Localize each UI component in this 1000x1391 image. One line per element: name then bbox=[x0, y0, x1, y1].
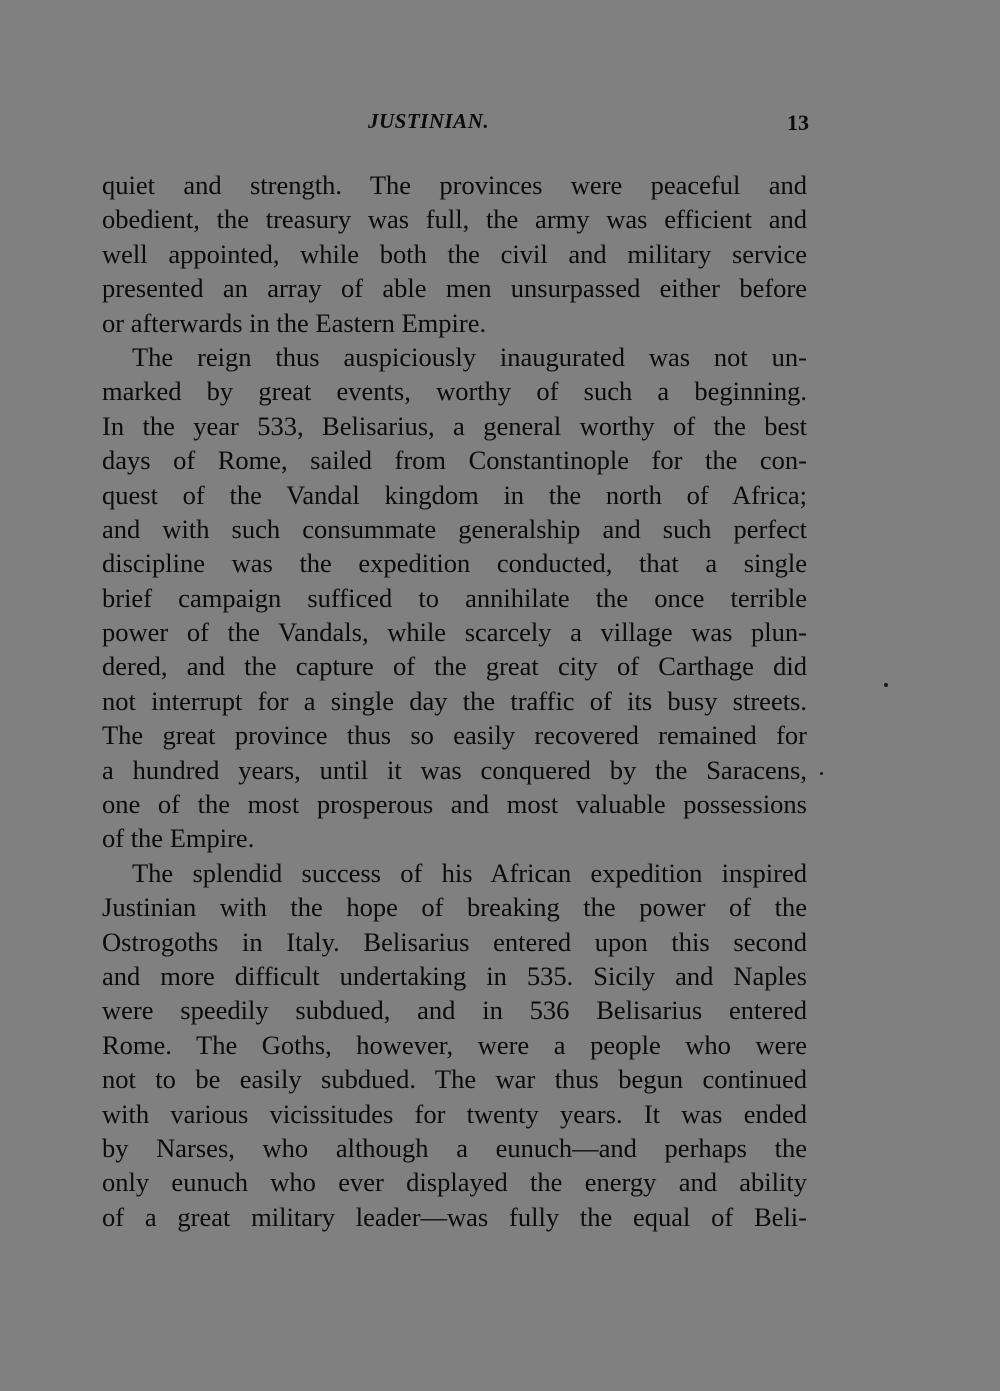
text-line: The great province thus so easily recovered remained for bbox=[102, 720, 807, 751]
text-line: quest of the Vandal kingdom in the north of Africa; bbox=[102, 479, 807, 510]
text-line: and with such consummate generalship and such perfect bbox=[102, 513, 807, 544]
text-line: presented an array of able men unsurpassed either before bbox=[102, 273, 807, 304]
text-line: power of the Vandals, while scarcely a village was plun- bbox=[102, 617, 807, 648]
text-line: marked by great events, worthy of such a beginning. bbox=[102, 376, 807, 407]
body-text bbox=[102, 168, 807, 1234]
text-line: with various vicissitudes for twenty years. It was ended bbox=[102, 1098, 807, 1129]
text-line: The splendid success of his African expedition inspired bbox=[132, 857, 807, 888]
running-head: JUSTINIAN. bbox=[368, 109, 490, 133]
text-line: obedient, the treasury was full, the army was efficient and bbox=[102, 204, 807, 235]
page-number: 13 bbox=[787, 110, 809, 135]
text-line: not interrupt for a single day the traffic of its busy streets. bbox=[102, 685, 807, 716]
text-line: Justinian with the hope of breaking the power of the bbox=[102, 892, 807, 923]
text-line: one of the most prosperous and most valuable possessions bbox=[102, 789, 807, 820]
text-line: or afterwards in the Eastern Empire. bbox=[102, 307, 487, 338]
text-line: by Narses, who although a eunuch—and perhaps the bbox=[102, 1132, 807, 1163]
text-line: only eunuch who ever displayed the energy and ability bbox=[102, 1167, 807, 1198]
ink-speck bbox=[820, 772, 823, 775]
text-line: discipline was the expedition conducted, that a single bbox=[102, 548, 807, 579]
text-line: The reign thus auspiciously inaugurated was not un- bbox=[132, 341, 807, 372]
text-line: of a great military leader—was fully the equal of Beli- bbox=[102, 1201, 807, 1232]
ink-speck bbox=[884, 683, 888, 687]
text-line: and more difficult undertaking in 535. Sicily and Naples bbox=[102, 960, 807, 991]
text-line: quiet and strength. The provinces were peaceful and bbox=[102, 170, 807, 200]
text-line: well appointed, while both the civil and military service bbox=[102, 238, 807, 269]
text-line: days of Rome, sailed from Constantinople for the con- bbox=[102, 445, 807, 476]
text-line: Ostrogoths in Italy. Belisarius entered upon this second bbox=[102, 926, 807, 957]
text-line: In the year 533, Belisarius, a general worthy of the best bbox=[102, 410, 807, 441]
text-line: of the Empire. bbox=[102, 823, 255, 854]
text-line: a hundred years, until it was conquered by the Saracens, bbox=[102, 754, 807, 785]
text-line: were speedily subdued, and in 536 Belisarius entered bbox=[102, 995, 807, 1026]
text-line: brief campaign sufficed to annihilate the once terrible bbox=[102, 582, 807, 613]
text-line: dered, and the capture of the great city of Carthage did bbox=[102, 651, 807, 682]
text-line: not to be easily subdued. The war thus begun continued bbox=[102, 1064, 807, 1095]
text-line: Rome. The Goths, however, were a people who were bbox=[102, 1029, 807, 1060]
